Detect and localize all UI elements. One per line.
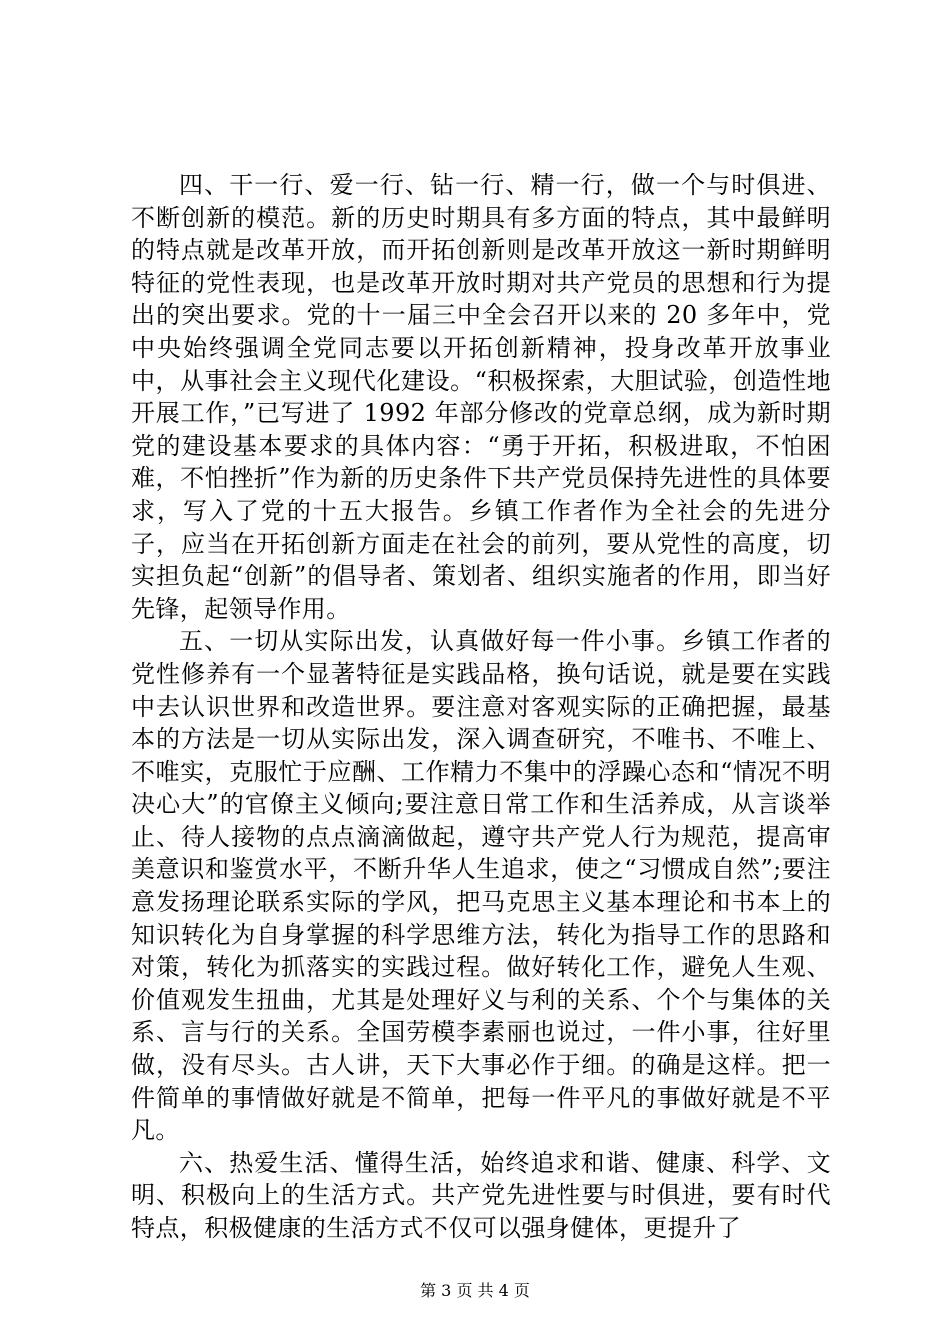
paragraph-6: 六、热爱生活、懂得生活，始终追求和谐、健康、科学、文明、积极向上的生活方式。共产党先进性要与时俱进，要有时代特点，积极健康的生活方式不仅可以强身健体，更提升了 (131, 1148, 831, 1242)
page-number-footer: 第 3 页 共 4 页 (420, 1281, 530, 1300)
paragraph-5: 五、一切从实际出发，认真做好每一件小事。乡镇工作者的党性修养有一个显著特征是实践品格，换句话说，就是要在实践中去认识世界和改造世界。要注意对客观实际的正确把握，最基本的方法是一切从实际出发，深入调查研究，不唯书、不唯上、不唯实，克服忙于应酬、工作精力不集中的浮躁心态和“情况不明决心大”的官僚主义倾向;要注意日常工作和生活养成，从言谈举止、待人接物的点点滴滴做起，遵守共产党人行为规范，提高审美意识和鉴赏水平，不断升华人生追求，使之“习惯成自然”;要注意发扬理论联系实际的学风，把马克思主义基本理论和书本上的知识转化为自身掌握的科学思维方法，转化为指导工作的思路和对策，转化为抓落实的实践过程。做好转化工作，避免人生观、价值观发生扭曲，尤其是处理好义与利的关系、个个与集体的关系、言与行的关系。全国劳模李素丽也说过，一件小事，往好里做，没有尽头。古人讲，天下大事必作于细。的确是这样。把一件简单的事情做好就是不简单，把每一件平凡的事做好就是不平凡。 (131, 627, 831, 1145)
document-body (131, 169, 831, 1245)
paragraph-4: 四、干一行、爱一行、钻一行、精一行，做一个与时俱进、不断创新的模范。新的历史时期具有多方面的特点，其中最鲜明的特点就是改革开放，而开拓创新则是改革开放这一新时期鲜明特征的党性表现，也是改革开放时期对共产党员的思想和行为提出的突出要求。党的十一届三中全会召开以来的 20 多年中，党中央始终强调全党同志要以开拓创新精神，投身改革开放事业中，从事社会主义现代化建设。“积极探索，大胆试验，创造性地开展工作，”已写进了 1992 年部分修改的党章总纲，成为新时期党的建设基本要求的具体内容：“勇于开拓，积极进取，不怕困难，不怕挫折”作为新的历史条件下共产党员保持先进性的具体要求，写入了党的十五大报告。乡镇工作者作为全社会的先进分子，应当在开拓创新方面走在社会的前列，要从党性的高度，切实担负起“创新”的倡导者、策划者、组织实施者的作用，即当好先锋，起领导作用。 (131, 171, 831, 623)
